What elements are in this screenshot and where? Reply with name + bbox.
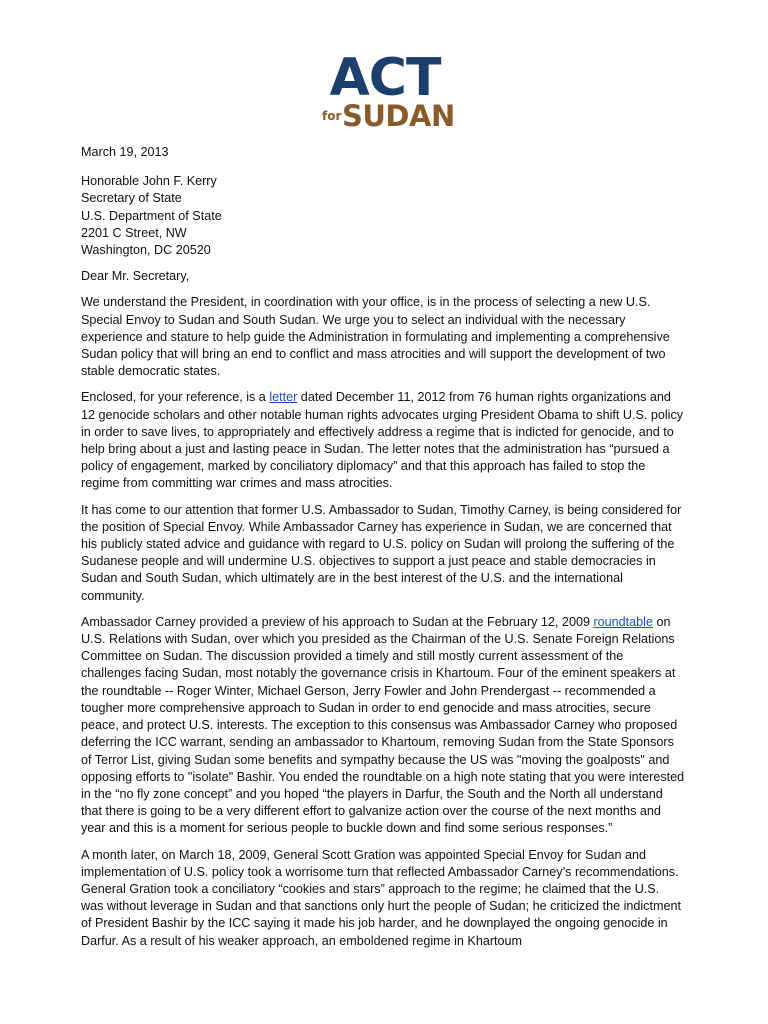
- act-for-sudan-logo: [322, 48, 455, 133]
- logo-for-text: for: [322, 109, 342, 123]
- recipient-address: [81, 173, 685, 259]
- paragraph-2: [81, 389, 685, 492]
- recipient-line: Washington, DC 20520: [81, 243, 211, 258]
- logo-sudan-text: SUDAN: [342, 99, 455, 133]
- recipient-line: Secretary of State: [81, 191, 182, 206]
- paragraph-2-start: Enclosed, for your reference, is a: [81, 390, 270, 405]
- paragraph-1: We understand the President, in coordination with your office, is in the process of selecting a new U.S. Special Envoy to Sudan and South Sudan. We urge you to select an individual with the necessary experience and stature to help guide the Administration in formulating and implementing a comprehensive Sudan policy that will bring an end to conflict and mass atrocities and will support the development of two stable democratic states.: [81, 295, 670, 379]
- logo-act-text: ACT: [329, 48, 441, 108]
- letter-date: March 19, 2013: [81, 145, 169, 159]
- recipient-line: U.S. Department of State: [81, 208, 222, 223]
- letter-body: [81, 144, 685, 959]
- paragraph-5: A month later, on March 18, 2009, General Scott Gration was appointed Special Envoy for Sudan and implementation of U.S. policy took a worrisome turn that reflected Ambassador Carney’s recommendations. General Gration took a conciliatory “cookies and stars” approach to the regime; he claimed that the U.S. was without leverage in Sudan and that sanctions only hurt the people of Sudan; he criticized the indictment of President Bashir by the ICC saying it made his job harder, and he downplayed the ongoing genocide in Darfur. As a result of his weaker approach, an emboldened regime in Khartoum: [81, 847, 681, 948]
- paragraph-2-end: dated December 11, 2012 from 76 human rights organizations and 12 genocide scholars and other notable human rights advocates urging President Obama to shift U.S. policy in order to save lives, to appropriately and effectively address a regime that is indicted for genocide, and to help bring about a just and lasting peace in Sudan. The letter notes that the administration has “pursued a policy of engagement, marked by conciliatory diplomacy” and that this approach has failed to stop the regime from committing war crimes and mass atrocities.: [81, 390, 684, 491]
- paragraph-3: It has come to our attention that former U.S. Ambassador to Sudan, Timothy Carney, is being considered for the position of Special Envoy. While Ambassador Carney has experience in Sudan, we are concerned that his publicly stated advice and guidance with regard to U.S. policy on Sudan will prolong the suffering of the Sudanese people and will undermine U.S. objectives to support a just peace and stable democracies in Sudan and South Sudan, which ultimately are in the best interest of the U.S. and the international community.: [81, 502, 682, 603]
- paragraph-4-start: Ambassador Carney provided a preview of his approach to Sudan at the February 12, 2009: [81, 614, 594, 629]
- recipient-line: 2201 C Street, NW: [81, 225, 187, 240]
- roundtable-link[interactable]: roundtable: [593, 614, 653, 629]
- recipient-line: Honorable John F. Kerry: [81, 174, 217, 189]
- salutation: Dear Mr. Secretary,: [81, 269, 190, 284]
- letter-link[interactable]: letter: [269, 390, 298, 405]
- paragraph-4-end: on U.S. Relations with Sudan, over which you presided as the Chairman of the U.S. Senate Foreign Relations Committee on Sudan. The discussion provided a timely and still mostly current assessment of the challenges facing Sudan, most notably the governance crisis in Khartoum. Four of the eminent speakers at the roundtable -- Roger Winter, Michael Gerson, Jerry Fowler and John Prendergast -- recommended a tougher more comprehensive approach to Sudan in order to end genocide and mass atrocities, secure peace, and protect U.S. interests. The exception to this consensus was Ambassador Carney who proposed deferring the ICC warrant, sending an ambassador to Khartoum, removing Sudan from the State Sponsors of Terror List, giving Sudan some benefits and sympathy because the US was "moving the goalposts" and opposing efforts to "isolate" Bashir. You ended the roundtable on a high note stating that you were interested in the “no fly zone concept” and you hoped “the players in Darfur, the South and the North all understand that there is going to be a very different effort to galvanize action over the course of the next months and year and this is a moment for serious people to buckle down and find some serious responses.”: [81, 614, 685, 836]
- paragraph-4: [81, 614, 685, 838]
